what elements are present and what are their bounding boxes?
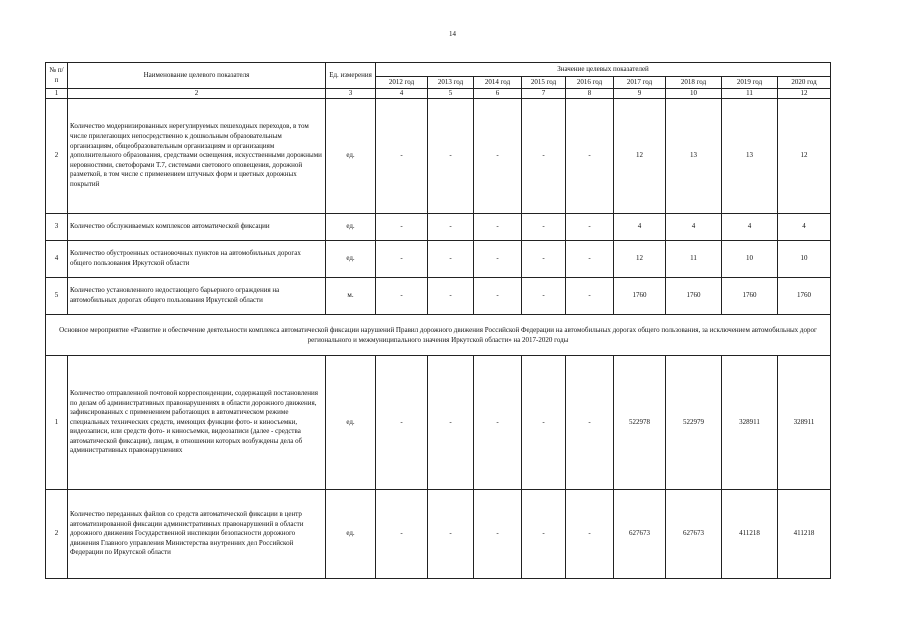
header-year: 2012 год [376,77,428,89]
row-value: - [428,214,474,241]
header-year: 2015 год [522,77,566,89]
row-value: 522978 [614,356,666,490]
row-value: - [474,99,522,214]
row-value: - [428,241,474,278]
section-row [46,315,831,356]
row-name: Количество отправленной почтовой корреспонденции, содержащей постановления по делам об административных правонарушениях в области дорожного движения, зафиксированных с применением работающих в автоматическом режиме специальных технических средств, имеющих функции фото- и киносъемки, видеозаписи, или средств фото- и киносъемки, видеозаписи (далее - средства автоматической фиксации), лицам, в отношении которых возбуждены дела об административных правонарушениях [68,356,326,490]
row-name: Количество переданных файлов со средств автоматической фиксации в центр автоматизированной фиксации административных правонарушений в области дорожного движения Государственной инспекции безопасности дорожного движения Главного управления Министерства внутренних дел Российской Федерации по Иркутской области [68,490,326,579]
row-value: 627673 [614,490,666,579]
header-row [46,63,831,77]
row-value: - [376,99,428,214]
indicators-table [45,62,831,579]
header-name: Наименование целевого показателя [68,63,326,89]
row-num: 2 [46,99,68,214]
row-name: Количество обустроенных остановочных пунктов на автомобильных дорогах общего пользования Иркутской области [68,241,326,278]
row-name: Количество обслуживаемых комплексов автоматической фиксации [68,214,326,241]
table-row [46,99,831,214]
table-row [46,241,831,278]
row-value: 1760 [778,278,831,315]
column-number: 6 [474,89,522,99]
row-value: - [566,241,614,278]
row-value: - [376,214,428,241]
row-value: 12 [778,99,831,214]
row-num: 4 [46,241,68,278]
row-unit: ед. [326,241,376,278]
table-row [46,278,831,315]
row-value: 4 [778,214,831,241]
row-num: 1 [46,356,68,490]
column-number: 12 [778,89,831,99]
row-value: 328911 [778,356,831,490]
row-value: - [474,241,522,278]
header-year: 2013 год [428,77,474,89]
row-value: - [428,490,474,579]
column-number: 4 [376,89,428,99]
table-row [46,490,831,579]
row-value: - [474,490,522,579]
row-unit: м. [326,278,376,315]
row-value: 4 [722,214,778,241]
column-number: 8 [566,89,614,99]
row-value: 4 [614,214,666,241]
row-value: 10 [722,241,778,278]
column-number: 9 [614,89,666,99]
table-row [46,214,831,241]
header-year: 2016 год [566,77,614,89]
row-value: - [376,490,428,579]
column-number: 5 [428,89,474,99]
row-value: - [376,241,428,278]
row-value: - [566,356,614,490]
row-value: 1760 [666,278,722,315]
row-unit: ед. [326,490,376,579]
column-number: 2 [68,89,326,99]
row-value: - [566,490,614,579]
header-year: 2020 год [778,77,831,89]
row-value: - [566,214,614,241]
row-value: 12 [614,241,666,278]
row-value: 1760 [614,278,666,315]
row-value: 11 [666,241,722,278]
column-number: 3 [326,89,376,99]
row-value: 1760 [722,278,778,315]
row-value: - [522,99,566,214]
row-unit: ед. [326,99,376,214]
row-unit: ед. [326,356,376,490]
row-value: - [522,356,566,490]
row-name: Количество модернизированных нерегулируемых пешеходных переходов, в том числе прилегающих непосредственно к дошкольным образовательным организациям, общеобразовательным организациям и организациям дополнительного образования, средствами освещения, искусственными дорожными неровностями, светофорами Т.7, системами светового оповещения, дорожной разметкой, в том числе с применением штучных форм и цветных дорожных покрытий [68,99,326,214]
row-value: 328911 [722,356,778,490]
section-title: Основное мероприятие «Развитие и обеспечение деятельности комплекса автоматической фиксации нарушений Правил дорожного движения Российской Федерации на автомобильных дорогах общего пользования, за исключением автомобильных дорог регионального и межмуниципального значения Иркутской области» на 2017-2020 годы [46,315,831,356]
row-value: 12 [614,99,666,214]
row-value: 627673 [666,490,722,579]
row-value: - [474,214,522,241]
row-value: 13 [722,99,778,214]
column-number: 1 [46,89,68,99]
row-unit: ед. [326,214,376,241]
row-num: 2 [46,490,68,579]
row-value: - [474,356,522,490]
header-year: 2017 год [614,77,666,89]
row-value: 10 [778,241,831,278]
row-value: - [376,356,428,490]
header-num: № п/п [46,63,68,89]
header-unit: Ед. измерения [326,63,376,89]
row-value: - [376,278,428,315]
row-value: 4 [666,214,722,241]
header-year: 2019 год [722,77,778,89]
row-value: 411218 [778,490,831,579]
column-number: 7 [522,89,566,99]
row-value: - [566,278,614,315]
header-values: Значение целевых показателей [376,63,831,77]
column-numbers-row [46,89,831,99]
row-value: - [522,214,566,241]
row-value: - [474,278,522,315]
row-num: 5 [46,278,68,315]
row-value: - [522,241,566,278]
row-value: 522979 [666,356,722,490]
row-num: 3 [46,214,68,241]
row-value: 13 [666,99,722,214]
row-value: - [522,278,566,315]
row-value: 411218 [722,490,778,579]
row-value: - [428,99,474,214]
row-value: - [566,99,614,214]
table-row [46,356,831,490]
row-value: - [428,278,474,315]
page-number: 14 [449,30,456,38]
header-year: 2018 год [666,77,722,89]
column-number: 11 [722,89,778,99]
row-name: Количество установленного недостающего барьерного ограждения на автомобильных дорогах общего пользования Иркутской области [68,278,326,315]
column-number: 10 [666,89,722,99]
row-value: - [428,356,474,490]
header-year: 2014 год [474,77,522,89]
row-value: - [522,490,566,579]
